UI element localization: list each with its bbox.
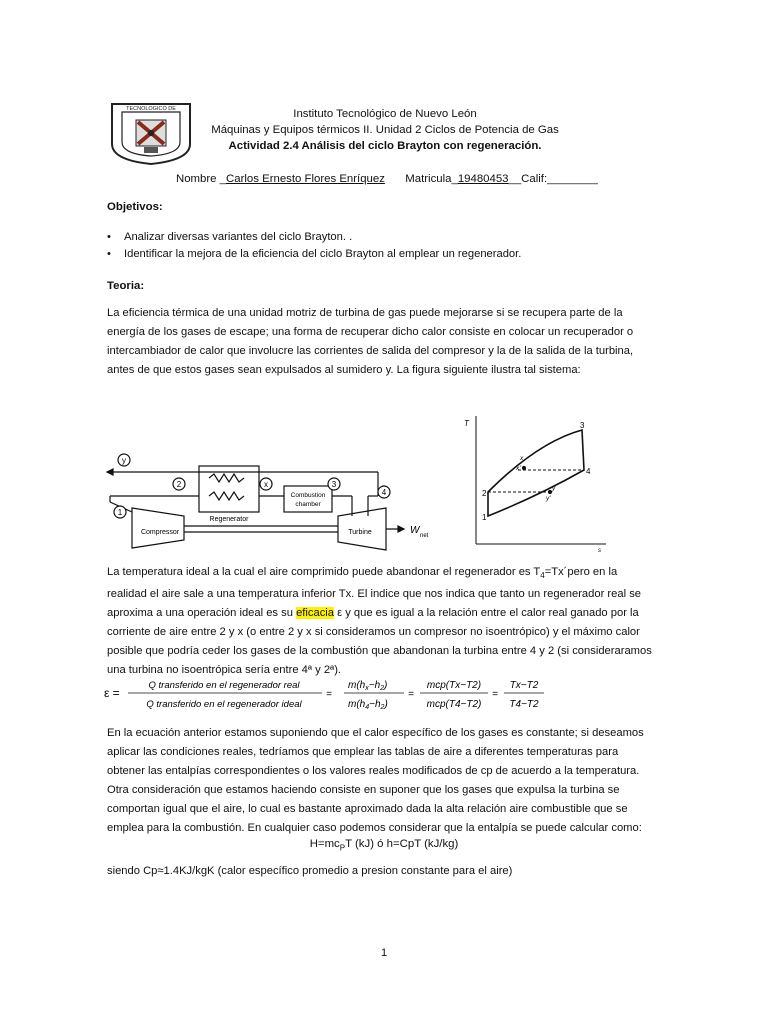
student-line (176, 170, 598, 189)
eq-den-4: T4−T2 (509, 699, 539, 710)
ts-point-4: 4 (586, 467, 591, 476)
state-2-label: 2 (176, 480, 182, 489)
eficacia-paragraph: La temperatura ideal a la cual el aire comprimido puede abandonar el regenerador es $T_4=Tx´pero$ en la realidad el aire sale a una temperatura inferior Tx. El indice que nos indica que tanto un regenerador real se aproxima a una operación ideal es su eficacia ε y que es igual a la relación entre el calor real ganado por la corriente de aire entre 2 y x (o entre 2 y x si consideramos un compresor no isoentrópico) y el máximo calor posible que podría ceder los gases de la combustión que abandonan la turbina entre 4 y 2 (si consideraramos una turbina no isoentrópica sería entre 4ª y 2ª). (107, 566, 652, 677)
regenerator-schematic (104, 448, 444, 560)
chamber-label: chamber (295, 501, 321, 508)
combustion-label: Combustion (290, 492, 326, 499)
eq-num-3: mcp(Tx−T2) (426, 680, 482, 691)
wnet-label: W (410, 525, 420, 536)
eq-num-4: Tx−T2 (509, 680, 539, 691)
student-name: Carlos Ernesto Flores Enríquez (226, 173, 385, 185)
calif-field: __Calif:________ (508, 173, 598, 185)
matricula-label: Matricula_ (405, 173, 458, 185)
state-x-label: x (264, 480, 268, 489)
efficiency-equation (104, 676, 664, 712)
ts-point-1: 1 (482, 513, 487, 522)
teoria-heading: Teoria: (107, 280, 145, 292)
eq-den-2: $m(h_4-h_2)$ (348, 699, 388, 711)
eq-num-2: $m(h_x-h_2)$ (348, 680, 388, 692)
course-title: Máquinas y Equipos térmicos II. Unidad 2 Ciclos de Potencia de Gas (211, 124, 559, 136)
svg-text:=: = (408, 689, 414, 700)
ts-point-2: 2 (482, 489, 487, 498)
turbine-label: Turbine (348, 529, 372, 536)
state-1-label: 1 (117, 508, 123, 517)
teoria-paragraph: La eficiencia térmica de una unidad motriz de turbina de gas puede mejorarse si se recupera parte de la energía de los gases de escape; una forma de recuperar dicho calor consiste en colocar un recuperador o intercambiador de calor que involucre las corrientes de salida del compresor y la de la salida de la turbina, antes de que estos gases sean expulsados al sumidero y. La figura siguiente ilustra tal sistema: (107, 307, 634, 376)
name-label: Nombre _ (176, 173, 227, 185)
svg-text:TECNOLOGICO DE: TECNOLOGICO DE (126, 106, 176, 112)
eficacia-highlight: eficacia (296, 607, 334, 620)
ts-point-y-prime: y' (546, 495, 551, 502)
activity-title: Actividad 2.4 Análisis del ciclo Brayton con regeneración. (228, 140, 542, 152)
ts-diagram (458, 412, 608, 552)
cp-note: siendo Cp≈1.4KJ/kgK (calor específico promedio a presion constante para el aire) (107, 865, 513, 877)
eq-den-1: Q transferido en el regenerador ideal (146, 699, 302, 710)
institution-name: Instituto Tecnológico de Nuevo León (293, 108, 477, 120)
state-4-label: 4 (381, 488, 387, 497)
institute-logo (108, 100, 194, 166)
objetivo-item-1: • Analizar diversas variantes del ciclo Brayton. . (107, 231, 353, 243)
s-axis-label: s (598, 548, 601, 552)
specific-heat-paragraph: En la ecuación anterior estamos suponiendo que el calor específico de los gases es constante; si deseamos aplicar las condiciones reales, tedríamos que emplear las tablas de aire a diferentes temperaturas para obtener las entalpías correspondientes o los valores reales modificados de cp de acuerdo a la temperatura. Otra consideración que estamos haciendo consiste en suponer que los gases que expulsa la turbina se comportan igual que el aire, lo cual es bastante aproximado dada la alta relación aire combustible que se emplea para la combustión. En cualquier caso podemos considerar que la entalpía se puede calcular como: (107, 727, 644, 834)
ts-point-3: 3 (580, 421, 585, 430)
svg-text:=: = (492, 689, 498, 700)
wnet-subscript: net (420, 533, 429, 539)
ts-point-y: y (552, 485, 556, 492)
eq-num-1: Q transferido en el regenerador real (148, 680, 300, 691)
matricula-value: 19480453 (457, 173, 509, 185)
compressor-label: Compressor (140, 529, 180, 536)
t-axis-label: T (464, 419, 469, 428)
ts-point-x: x (520, 455, 524, 462)
objetivos-heading: Objetivos: (107, 201, 163, 213)
state-y-label: y (122, 456, 126, 465)
enthalpy-formula: $H=mc_PT$ (kJ) ó h=CpT (kJ/kg) (309, 838, 459, 853)
regenerator-label: Regenerator (209, 516, 249, 523)
eq-epsilon: ε = (104, 686, 120, 700)
eq-den-3: mcp(T4−T2) (426, 699, 482, 710)
svg-text:=: = (326, 689, 332, 700)
page-number: 1 (380, 947, 388, 959)
ts-point-x-prime: x' (516, 465, 521, 472)
state-3-label: 3 (331, 480, 337, 489)
objetivo-item-2: • Identificar la mejora de la eficiencia del ciclo Brayton al emplear un regenerador. (107, 248, 522, 260)
